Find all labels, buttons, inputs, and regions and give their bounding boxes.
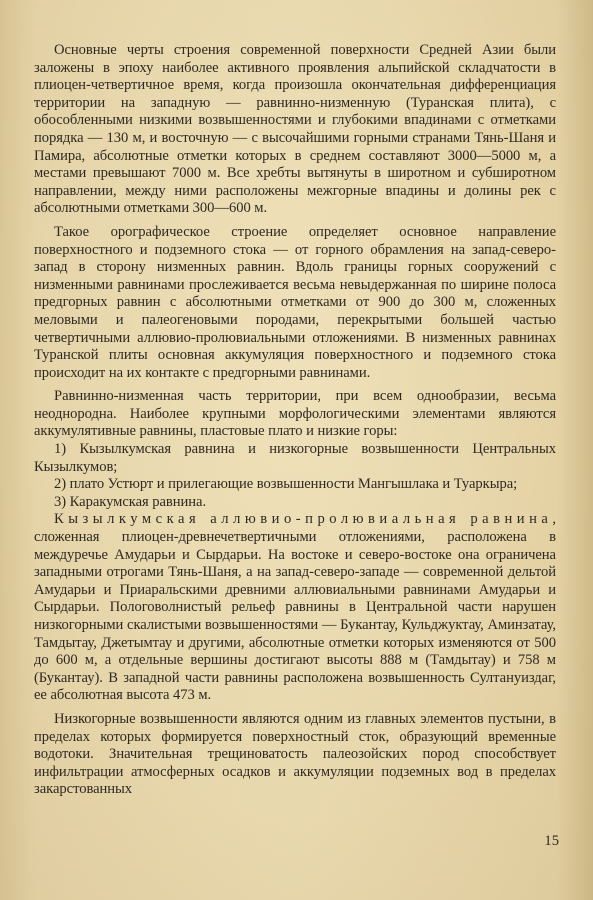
page-body-text bbox=[34, 42, 556, 799]
paragraph-kyzylkum-plain bbox=[34, 511, 556, 705]
section-body-kyzylkum: , сложенная плиоцен-древнечетвертичными отложениями, расположена в междуречье Амударьи и Сырдарьи. На востоке и северо-востоке она ограничена западными отрогами Тянь-Шаня, а на запад-северо-западе — современной дельтой Амударьи и Приаральскими древними аллювиальными равнинами Амударьи и Сырдарьи. Пологоволнистый рельеф равнины в Центральной части нарушен низкогорными скалистыми возвышенностями — Букантау, Кульджуктау, Аминзатау, Тамдытау, Джетымтау и другими, абсолютные отметки которых изменяются от 500 до 600 м, а отдельные вершины достигают высоты 888 м (Тамдытау) и 758 м (Букантау). В западной части равнины расположена возвышенность Султануиздаг, ее абсолютная высота 473 м. bbox=[34, 511, 556, 704]
paragraph-surface-structure: Основные черты строения современной поверхности Средней Азии были заложены в эпоху наиболее активного проявления альпийской складчатости в плиоцен-четвертичное время, когда произошла окончательная дифференциация территории на западную — равнинно-низменную (Туранская плита), с обособленными низкими возвышенностями и глубокими впадинами с отметками порядка — 130 м, и восточную — с высочайшими горными странами Тянь-Шаня и Памира, абсолютные отметки которых в среднем составляют 3000—5000 м, а местами превышают 7000 м. Все хребты вытянуты в широтном и субширотном направлении, между ними расположены межгорные впадины и долины рек с абсолютными отметками 300—600 м. bbox=[34, 42, 556, 217]
section-heading-kyzylkum: Кызылкумская аллювио-пролювиальная равнина bbox=[54, 511, 553, 528]
list-item-kyzylkum: 1) Кызылкумская равнина и низкогорные возвышенности Центральных Кызылкумов; bbox=[34, 441, 556, 475]
list-item-karakum: 3) Каракумская равнина. bbox=[54, 493, 207, 510]
page-number: 15 bbox=[544, 833, 559, 849]
paragraph-orography: Такое орографическое строение определяет основное направление поверхностного и подземного стока — от горного обрамления на запад-северо-запад в сторону низменных равнин. Вдоль границы горных сооружений с низменными равнинами прослеживается весьма невыдержанная по ширине полоса предгорных равнин с абсолютными отметками от 900 до 300 м, сложенных меловыми и палеогеновыми породами, перекрытыми большей частью четвертичными аллювио-пролювиальными отложениями. В низменных равнинах Туранской плиты основная аккумуляция поверхностного и подземного стока происходит на их контакте с предгорными равнинами. bbox=[34, 223, 556, 381]
paragraph-low-mountains: Низкогорные возвышенности являются одним из главных элементов пустыни, в пределах которых формируется поверхностный сток, образующий временные водотоки. Значительная трещиноватость палеозойских пород способствует инфильтрации атмосферных осадков и аккумуляции подземных вод в пределах закарстованных bbox=[34, 710, 556, 798]
paragraph-lowland-part: Равнинно-низменная часть территории, при всем однообразии, весьма неоднородна. Наиболее крупными морфологическими элементами являются аккумулятивные равнины, пластовые плато и низкие горы: bbox=[34, 388, 556, 440]
list-item-ustyurt: 2) плато Устюрт и прилегающие возвышенности Мангышлака и Туаркыра; bbox=[54, 476, 518, 493]
